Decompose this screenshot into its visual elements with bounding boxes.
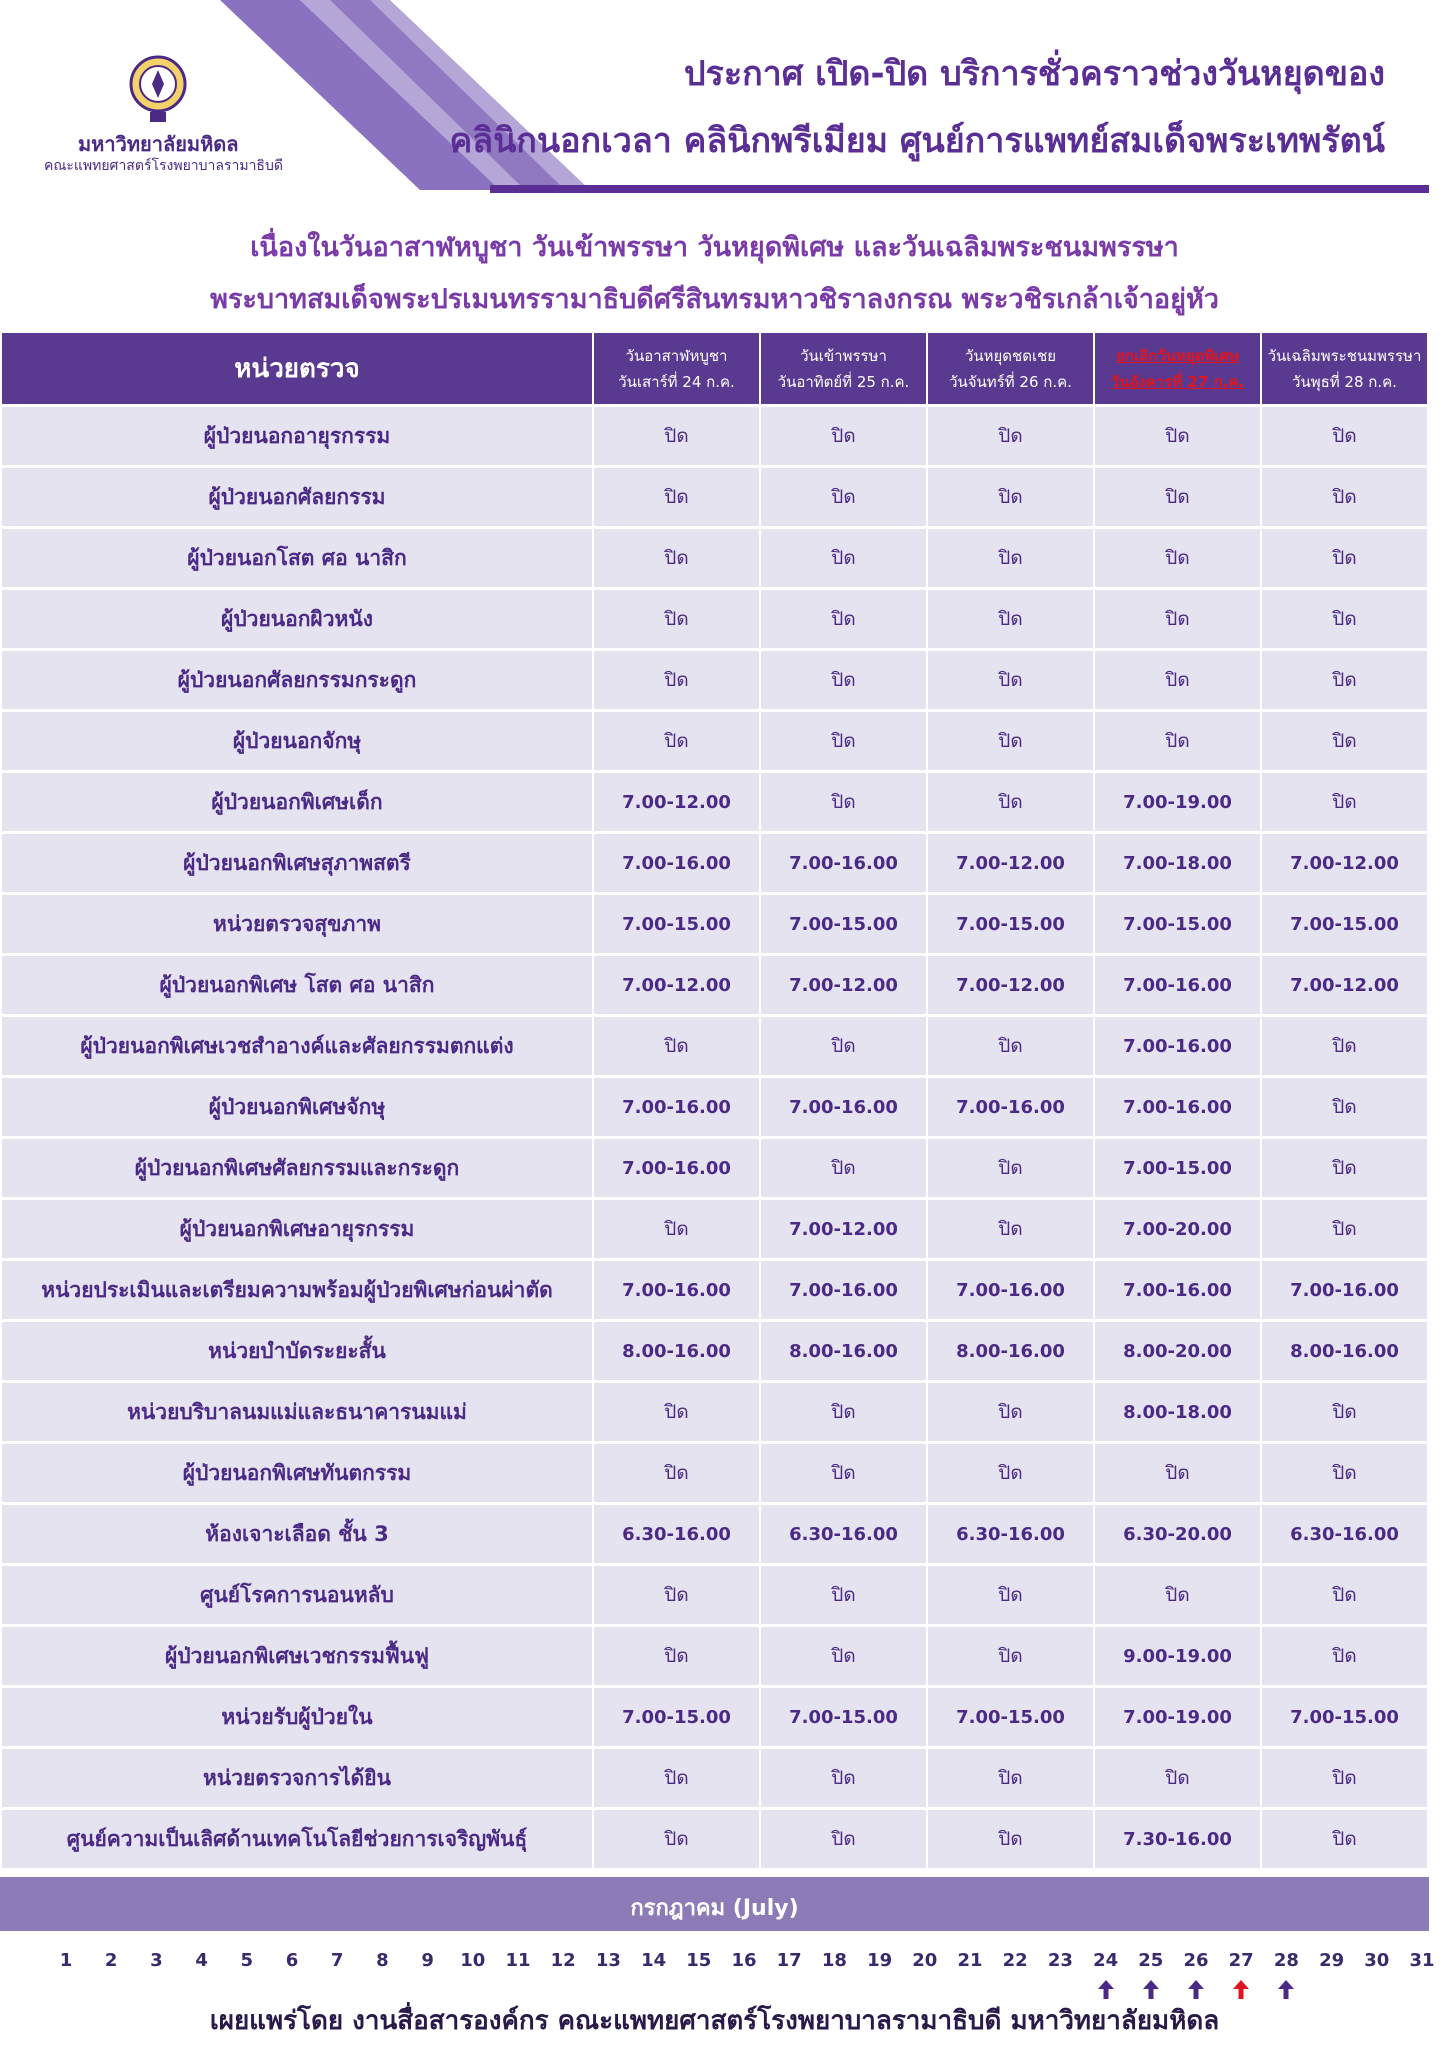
- date-column-holiday: วันอาสาฬหบูชา: [625, 346, 728, 365]
- status-cell-hours: 7.00-19.00: [1095, 773, 1260, 831]
- status-cell-closed: ปิด: [761, 590, 926, 648]
- unit-name-cell: หน่วยประเมินและเตรียมความพร้อมผู้ป่วยพิเศษก่อนผ่าตัด: [2, 1261, 592, 1319]
- status-cell-closed: ปิด: [1262, 1810, 1427, 1868]
- status-cell-hours: 7.00-12.00: [761, 1200, 926, 1258]
- status-cell-closed: ปิด: [594, 1383, 759, 1441]
- unit-name-cell: ศูนย์ความเป็นเลิศด้านเทคโนโลยีช่วยการเจริญพันธุ์: [2, 1810, 592, 1868]
- status-cell-closed: ปิด: [1095, 590, 1260, 648]
- calendar-day: 5: [240, 1950, 254, 1971]
- date-column-holiday: วันหยุดชดเชย: [964, 346, 1057, 365]
- unit-name-cell: ผู้ป่วยนอกศัลยกรรมกระดูก: [2, 651, 592, 709]
- status-cell-hours: 7.00-16.00: [761, 1261, 926, 1319]
- status-cell-hours: 7.00-16.00: [594, 1139, 759, 1197]
- status-cell-closed: ปิด: [928, 1749, 1093, 1807]
- table-row: [2, 1078, 1427, 1136]
- status-cell-closed: ปิด: [1095, 529, 1260, 587]
- unit-column-header: หน่วยตรวจ: [2, 333, 592, 404]
- status-cell-hours: 7.00-16.00: [1095, 1078, 1260, 1136]
- status-cell-hours: 7.00-16.00: [1095, 956, 1260, 1014]
- calendar-day: 4: [195, 1950, 208, 1971]
- date-column-date: วันอาทิตย์ที่ 25 ก.ค.: [777, 372, 910, 391]
- calendar-day: 11: [505, 1950, 531, 1971]
- status-cell-closed: ปิด: [928, 590, 1093, 648]
- date-column-header-1: [594, 333, 759, 404]
- status-cell-hours: 7.00-18.00: [1095, 834, 1260, 892]
- status-cell-closed: ปิด: [761, 1749, 926, 1807]
- table-row: [2, 1444, 1427, 1502]
- status-cell-closed: ปิด: [594, 1810, 759, 1868]
- status-cell-hours: 7.00-12.00: [928, 834, 1093, 892]
- status-cell-hours: 6.30-16.00: [928, 1505, 1093, 1563]
- table-header-row: [2, 333, 1427, 404]
- date-column-date: วันพุธที่ 28 ก.ค.: [1292, 372, 1397, 391]
- date-column-date: วันอังคารที่ 27 ก.ค.: [1110, 372, 1245, 391]
- calendar-day: 29: [1319, 1950, 1345, 1971]
- status-cell-hours: 7.00-15.00: [1095, 1139, 1260, 1197]
- status-cell-closed: ปิด: [594, 590, 759, 648]
- status-cell-closed: ปิด: [928, 1444, 1093, 1502]
- table-row: [2, 1322, 1427, 1380]
- status-cell-closed: ปิด: [928, 468, 1093, 526]
- status-cell-closed: ปิด: [761, 651, 926, 709]
- calendar-day: 15: [686, 1950, 712, 1971]
- status-cell-hours: 7.00-15.00: [594, 1688, 759, 1746]
- status-cell-closed: ปิด: [594, 1017, 759, 1075]
- status-cell-closed: ปิด: [1262, 1444, 1427, 1502]
- status-cell-hours: 7.30-16.00: [1095, 1810, 1260, 1868]
- status-cell-hours: 8.00-16.00: [1262, 1322, 1427, 1380]
- status-cell-hours: 7.00-12.00: [1262, 834, 1427, 892]
- date-column-holiday: วันเฉลิมพระชนมพรรษา: [1267, 346, 1422, 365]
- status-cell-closed: ปิด: [1262, 468, 1427, 526]
- status-cell-hours: 7.00-15.00: [928, 895, 1093, 953]
- status-cell-hours: 6.30-16.00: [1262, 1505, 1427, 1563]
- calendar-day: 20: [912, 1950, 938, 1971]
- header-divider: [490, 185, 1429, 193]
- table-row: [2, 651, 1427, 709]
- status-cell-closed: ปิด: [1095, 712, 1260, 770]
- table-row: [2, 895, 1427, 953]
- status-cell-hours: 6.30-16.00: [761, 1505, 926, 1563]
- status-cell-hours: 7.00-19.00: [1095, 1688, 1260, 1746]
- status-cell-closed: ปิด: [761, 1566, 926, 1624]
- calendar-day: 13: [595, 1950, 621, 1971]
- calendar-day: 23: [1047, 1950, 1073, 1971]
- table-row: [2, 1566, 1427, 1624]
- status-cell-hours: 7.00-16.00: [1095, 1017, 1260, 1075]
- university-seal-icon: [128, 54, 188, 126]
- page-title-line2: คลินิกนอกเวลา คลินิกพรีเมียม ศูนย์การแพทย์สมเด็จพระเทพรัตน์: [449, 121, 1385, 161]
- footer-credit: เผยแพร่โดย งานสื่อสารองค์กร คณะแพทยศาสตร์โรงพยาบาลรามาธิบดี มหาวิทยาลัยมหิดล: [209, 2006, 1220, 2036]
- status-cell-hours: 7.00-15.00: [928, 1688, 1093, 1746]
- status-cell-hours: 7.00-16.00: [594, 834, 759, 892]
- status-cell-closed: ปิด: [1095, 1749, 1260, 1807]
- header: [0, 0, 1429, 200]
- status-cell-closed: ปิด: [594, 651, 759, 709]
- status-cell-closed: ปิด: [928, 407, 1093, 465]
- calendar-day: 25: [1138, 1950, 1164, 1971]
- status-cell-hours: 7.00-12.00: [1262, 956, 1427, 1014]
- table-row: [2, 834, 1427, 892]
- table-row: [2, 1627, 1427, 1685]
- unit-name-cell: ผู้ป่วยนอกพิเศษเวชกรรมฟื้นฟู: [2, 1627, 592, 1685]
- table-row: [2, 1749, 1427, 1807]
- table-row: [2, 956, 1427, 1014]
- status-cell-closed: ปิด: [761, 468, 926, 526]
- unit-name-cell: ผู้ป่วยนอกพิเศษเด็ก: [2, 773, 592, 831]
- date-column-header-5: [1262, 333, 1427, 404]
- status-cell-closed: ปิด: [1262, 712, 1427, 770]
- unit-name-cell: ผู้ป่วยนอกพิเศษสุภาพสตรี: [2, 834, 592, 892]
- calendar-day: 22: [1002, 1950, 1028, 1971]
- status-cell-closed: ปิด: [594, 712, 759, 770]
- unit-name-cell: ผู้ป่วยนอกพิเศษจักษุ: [2, 1078, 592, 1136]
- status-cell-hours: 7.00-16.00: [1262, 1261, 1427, 1319]
- status-cell-closed: ปิด: [1262, 407, 1427, 465]
- status-cell-closed: ปิด: [1262, 1627, 1427, 1685]
- status-cell-closed: ปิด: [1262, 1383, 1427, 1441]
- status-cell-closed: ปิด: [928, 1200, 1093, 1258]
- status-cell-closed: ปิด: [594, 1200, 759, 1258]
- up-arrow-icon: [1276, 1978, 1296, 2000]
- status-cell-closed: ปิด: [594, 1566, 759, 1624]
- calendar-day: 31: [1409, 1950, 1435, 1971]
- status-cell-hours: 8.00-18.00: [1095, 1383, 1260, 1441]
- unit-name-cell: ผู้ป่วยนอกพิเศษทันตกรรม: [2, 1444, 592, 1502]
- date-column-holiday: วันเข้าพรรษา: [800, 346, 887, 365]
- status-cell-hours: 8.00-16.00: [594, 1322, 759, 1380]
- status-cell-closed: ปิด: [928, 1627, 1093, 1685]
- status-cell-hours: 9.00-19.00: [1095, 1627, 1260, 1685]
- date-column-date: วันเสาร์ที่ 24 ก.ค.: [618, 372, 735, 391]
- date-column-header-3: [928, 333, 1093, 404]
- status-cell-closed: ปิด: [1262, 1017, 1427, 1075]
- status-cell-closed: ปิด: [928, 1810, 1093, 1868]
- status-cell-closed: ปิด: [928, 651, 1093, 709]
- status-cell-closed: ปิด: [594, 407, 759, 465]
- status-cell-hours: 7.00-12.00: [761, 956, 926, 1014]
- table-row: [2, 468, 1427, 526]
- table-row: [2, 712, 1427, 770]
- calendar-day: 1: [59, 1950, 73, 1971]
- up-arrow-icon: [1186, 1978, 1206, 2000]
- status-cell-closed: ปิด: [1262, 1139, 1427, 1197]
- university-name: มหาวิทยาลัยมหิดล: [78, 132, 239, 156]
- up-arrow-icon: [1096, 1978, 1116, 2000]
- unit-name-cell: ผู้ป่วยนอกพิเศษ โสต ศอ นาสิก: [2, 956, 592, 1014]
- status-cell-hours: 8.00-16.00: [761, 1322, 926, 1380]
- status-cell-hours: 6.30-20.00: [1095, 1505, 1260, 1563]
- table-row: [2, 1139, 1427, 1197]
- status-cell-closed: ปิด: [761, 529, 926, 587]
- status-cell-hours: 7.00-16.00: [928, 1078, 1093, 1136]
- calendar-day: 2: [104, 1950, 118, 1971]
- calendar-day: 14: [641, 1950, 667, 1971]
- status-cell-closed: ปิด: [761, 1017, 926, 1075]
- status-cell-closed: ปิด: [1262, 773, 1427, 831]
- page-title-line1: ประกาศ เปิด-ปิด บริการชั่วคราวช่วงวันหยุดของ: [683, 54, 1385, 94]
- status-cell-closed: ปิด: [928, 529, 1093, 587]
- status-cell-hours: 7.00-15.00: [1262, 1688, 1427, 1746]
- status-cell-hours: 7.00-15.00: [761, 1688, 926, 1746]
- calendar-day: 3: [150, 1950, 163, 1971]
- status-cell-closed: ปิด: [1262, 651, 1427, 709]
- status-cell-closed: ปิด: [761, 773, 926, 831]
- month-label: กรกฎาคม (July): [630, 1896, 799, 1921]
- table-row: [2, 1383, 1427, 1441]
- status-cell-closed: ปิด: [594, 1627, 759, 1685]
- table-row: [2, 529, 1427, 587]
- unit-name-cell: หน่วยตรวจการได้ยิน: [2, 1749, 592, 1807]
- unit-name-cell: ห้องเจาะเลือด ชั้น 3: [2, 1505, 592, 1563]
- status-cell-closed: ปิด: [928, 1383, 1093, 1441]
- unit-name-cell: ผู้ป่วยนอกศัลยกรรม: [2, 468, 592, 526]
- calendar-day: 19: [867, 1950, 893, 1971]
- status-cell-hours: 7.00-16.00: [594, 1261, 759, 1319]
- table-row: [2, 1688, 1427, 1746]
- status-cell-hours: 7.00-16.00: [761, 834, 926, 892]
- status-cell-closed: ปิด: [1095, 651, 1260, 709]
- status-cell-closed: ปิด: [761, 1139, 926, 1197]
- date-column-date: วันจันทร์ที่ 26 ก.ค.: [949, 372, 1072, 391]
- status-cell-hours: 6.30-16.00: [594, 1505, 759, 1563]
- table-row: [2, 1505, 1427, 1563]
- status-cell-closed: ปิด: [594, 468, 759, 526]
- status-cell-hours: 7.00-16.00: [928, 1261, 1093, 1319]
- date-column-header-4: [1095, 333, 1260, 404]
- status-cell-hours: 7.00-12.00: [594, 956, 759, 1014]
- date-column-holiday: ยกเลิกวันหยุดพิเศษ: [1116, 346, 1239, 365]
- table-row: [2, 1200, 1427, 1258]
- up-arrow-icon: [1231, 1978, 1251, 2000]
- status-cell-closed: ปิด: [594, 1749, 759, 1807]
- unit-name-cell: ผู้ป่วยนอกพิเศษศัลยกรรมและกระดูก: [2, 1139, 592, 1197]
- status-cell-closed: ปิด: [1095, 407, 1260, 465]
- unit-name-cell: หน่วยรับผู้ป่วยใน: [2, 1688, 592, 1746]
- status-cell-closed: ปิด: [1095, 1444, 1260, 1502]
- subtitle-line1: เนื่องในวันอาสาฬหบูชา วันเข้าพรรษา วันหยุดพิเศษ และวันเฉลิมพระชนมพรรษา: [250, 232, 1179, 263]
- calendar-day: 7: [330, 1950, 344, 1971]
- calendar-day: 27: [1228, 1950, 1254, 1971]
- status-cell-closed: ปิด: [928, 1139, 1093, 1197]
- faculty-name: คณะแพทยศาสตร์โรงพยาบาลรามาธิบดี: [44, 158, 283, 174]
- status-cell-closed: ปิด: [761, 712, 926, 770]
- status-cell-closed: ปิด: [761, 1810, 926, 1868]
- calendar-day: 9: [421, 1950, 434, 1971]
- calendar-day: 21: [957, 1950, 983, 1971]
- unit-name-cell: หน่วยบำบัดระยะสั้น: [2, 1322, 592, 1380]
- status-cell-hours: 7.00-16.00: [594, 1078, 759, 1136]
- status-cell-closed: ปิด: [1095, 468, 1260, 526]
- unit-name-cell: ผู้ป่วยนอกจักษุ: [2, 712, 592, 770]
- table-row: [2, 773, 1427, 831]
- calendar-day: 18: [821, 1950, 847, 1971]
- calendar-day: 24: [1093, 1950, 1119, 1971]
- status-cell-closed: ปิด: [1262, 1078, 1427, 1136]
- unit-name-cell: ผู้ป่วยนอกพิเศษเวชสำอางค์และศัลยกรรมตกแต่ง: [2, 1017, 592, 1075]
- unit-name-cell: ผู้ป่วยนอกพิเศษอายุรกรรม: [2, 1200, 592, 1258]
- table-row: [2, 1017, 1427, 1075]
- table-row: [2, 1261, 1427, 1319]
- calendar-day: 26: [1183, 1950, 1209, 1971]
- status-cell-hours: 7.00-12.00: [594, 773, 759, 831]
- calendar-day: 10: [460, 1950, 486, 1971]
- subtitle-line2: พระบาทสมเด็จพระปรเมนทรรามาธิบดีศรีสินทรมหาวชิราลงกรณ พระวชิรเกล้าเจ้าอยู่หัว: [210, 284, 1219, 315]
- status-cell-closed: ปิด: [761, 1444, 926, 1502]
- table-row: [2, 590, 1427, 648]
- calendar-day: 8: [376, 1950, 389, 1971]
- calendar-day: 6: [285, 1950, 299, 1971]
- status-cell-closed: ปิด: [594, 1444, 759, 1502]
- table-row: [2, 1810, 1427, 1868]
- status-cell-hours: 7.00-15.00: [594, 895, 759, 953]
- status-cell-hours: 7.00-12.00: [928, 956, 1093, 1014]
- status-cell-closed: ปิด: [761, 1383, 926, 1441]
- unit-name-cell: ผู้ป่วยนอกผิวหนัง: [2, 590, 592, 648]
- status-cell-hours: 7.00-15.00: [1095, 895, 1260, 953]
- up-arrow-icon: [1141, 1978, 1161, 2000]
- status-cell-hours: 7.00-15.00: [1262, 895, 1427, 953]
- unit-name-cell: หน่วยตรวจสุขภาพ: [2, 895, 592, 953]
- status-cell-closed: ปิด: [928, 1566, 1093, 1624]
- status-cell-closed: ปิด: [928, 1017, 1093, 1075]
- date-column-header-2: [761, 333, 926, 404]
- status-cell-hours: 7.00-16.00: [761, 1078, 926, 1136]
- status-cell-closed: ปิด: [594, 529, 759, 587]
- status-cell-hours: 7.00-20.00: [1095, 1200, 1260, 1258]
- status-cell-hours: 8.00-16.00: [928, 1322, 1093, 1380]
- unit-name-cell: ผู้ป่วยนอกอายุรกรรม: [2, 407, 592, 465]
- status-cell-closed: ปิด: [1262, 1566, 1427, 1624]
- status-cell-closed: ปิด: [1095, 1566, 1260, 1624]
- calendar-day: 16: [731, 1950, 757, 1971]
- calendar-day: 28: [1273, 1950, 1299, 1971]
- status-cell-closed: ปิด: [1262, 1749, 1427, 1807]
- status-cell-closed: ปิด: [761, 1627, 926, 1685]
- calendar-day: 30: [1364, 1950, 1390, 1971]
- status-cell-hours: 8.00-20.00: [1095, 1322, 1260, 1380]
- schedule-table: [0, 330, 1429, 1871]
- status-cell-closed: ปิด: [928, 773, 1093, 831]
- unit-name-cell: ศูนย์โรคการนอนหลับ: [2, 1566, 592, 1624]
- status-cell-hours: 7.00-15.00: [761, 895, 926, 953]
- calendar-day: 17: [776, 1950, 802, 1971]
- calendar-day: 12: [550, 1950, 576, 1971]
- unit-name-cell: ผู้ป่วยนอกโสต ศอ นาสิก: [2, 529, 592, 587]
- status-cell-closed: ปิด: [928, 712, 1093, 770]
- status-cell-hours: 7.00-16.00: [1095, 1261, 1260, 1319]
- table-row: [2, 407, 1427, 465]
- status-cell-closed: ปิด: [761, 407, 926, 465]
- status-cell-closed: ปิด: [1262, 1200, 1427, 1258]
- status-cell-closed: ปิด: [1262, 529, 1427, 587]
- unit-name-cell: หน่วยบริบาลนมแม่และธนาคารนมแม่: [2, 1383, 592, 1441]
- status-cell-closed: ปิด: [1262, 590, 1427, 648]
